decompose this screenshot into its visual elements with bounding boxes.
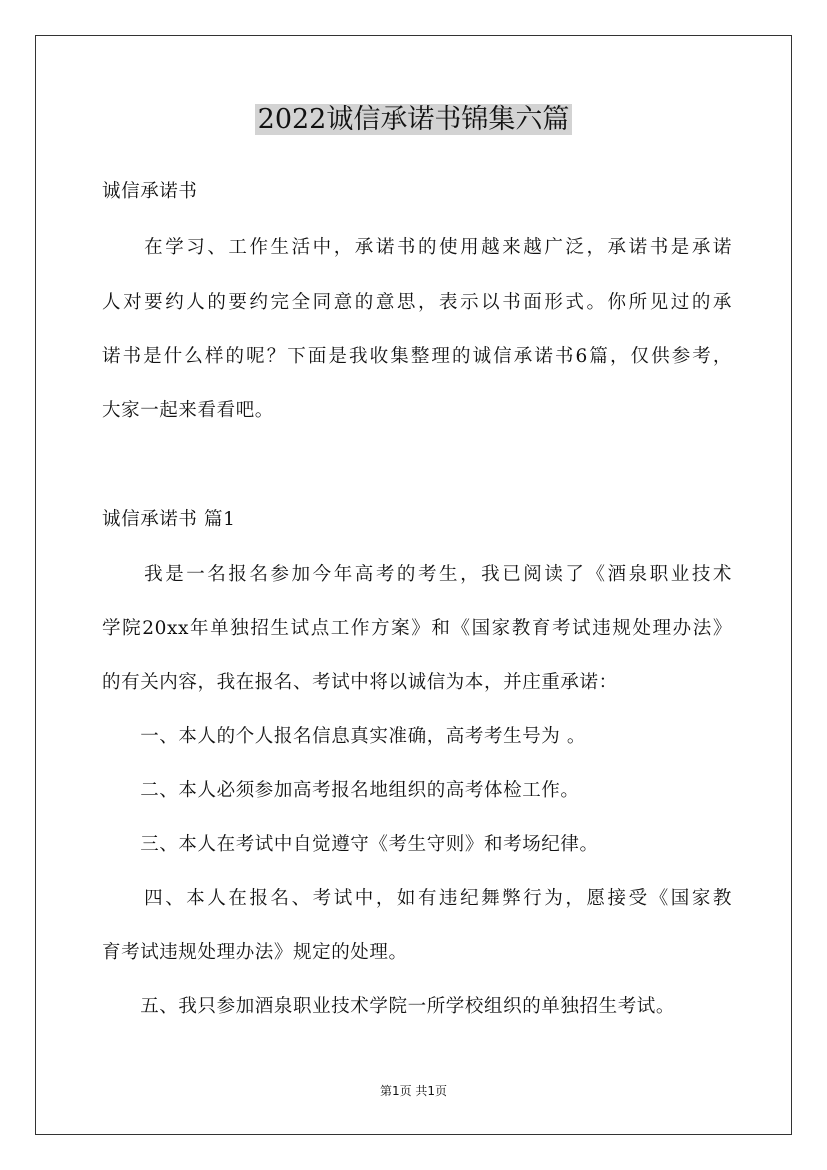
page-footer: 第1页 共1页: [379, 1084, 448, 1098]
article-line-4: 一、本人的个人报名信息真实准确，高考考生号为 。: [102, 726, 586, 747]
document-title: [0, 100, 827, 140]
article-heading: 诚信承诺书 篇1: [102, 509, 236, 530]
article-line-9: 五、我只参加酒泉职业技术学院一所学校组织的单独招生考试。: [102, 996, 676, 1017]
document-title-text: 2022诚信承诺书锦集六篇: [255, 104, 573, 135]
article-line-5: 二、本人必须参加高考报名地组织的高考体检工作。: [102, 780, 580, 801]
article-line-8: 育考试违规处理办法》规定的处理。: [102, 942, 408, 963]
section-heading: 诚信承诺书: [102, 181, 198, 202]
intro-line-2: 人对要约人的要约完全同意的意思，表示以书面形式。你所见过的承: [102, 292, 732, 313]
article-line-6: 三、本人在考试中自觉遵守《考生守则》和考场纪律。: [102, 834, 599, 855]
article-line-1: 我是一名报名参加今年高考的考生，我已阅读了《酒泉职业技术: [102, 564, 732, 585]
article-line-3: 的有关内容，我在报名、考试中将以诚信为本，并庄重承诺：: [102, 672, 618, 693]
intro-line-4: 大家一起来看看吧。: [102, 400, 274, 421]
intro-line-3: 诺书是什么样的呢？下面是我收集整理的诚信承诺书6篇，仅供参考，: [102, 346, 732, 367]
intro-line-1: 在学习、工作生活中，承诺书的使用越来越广泛，承诺书是承诺: [102, 237, 732, 258]
article-line-2: 学院20xx年单独招生试点工作方案》和《国家教育考试违规处理办法》: [102, 618, 732, 639]
article-line-7: 四、本人在报名、考试中，如有违纪舞弊行为，愿接受《国家教: [102, 888, 732, 909]
